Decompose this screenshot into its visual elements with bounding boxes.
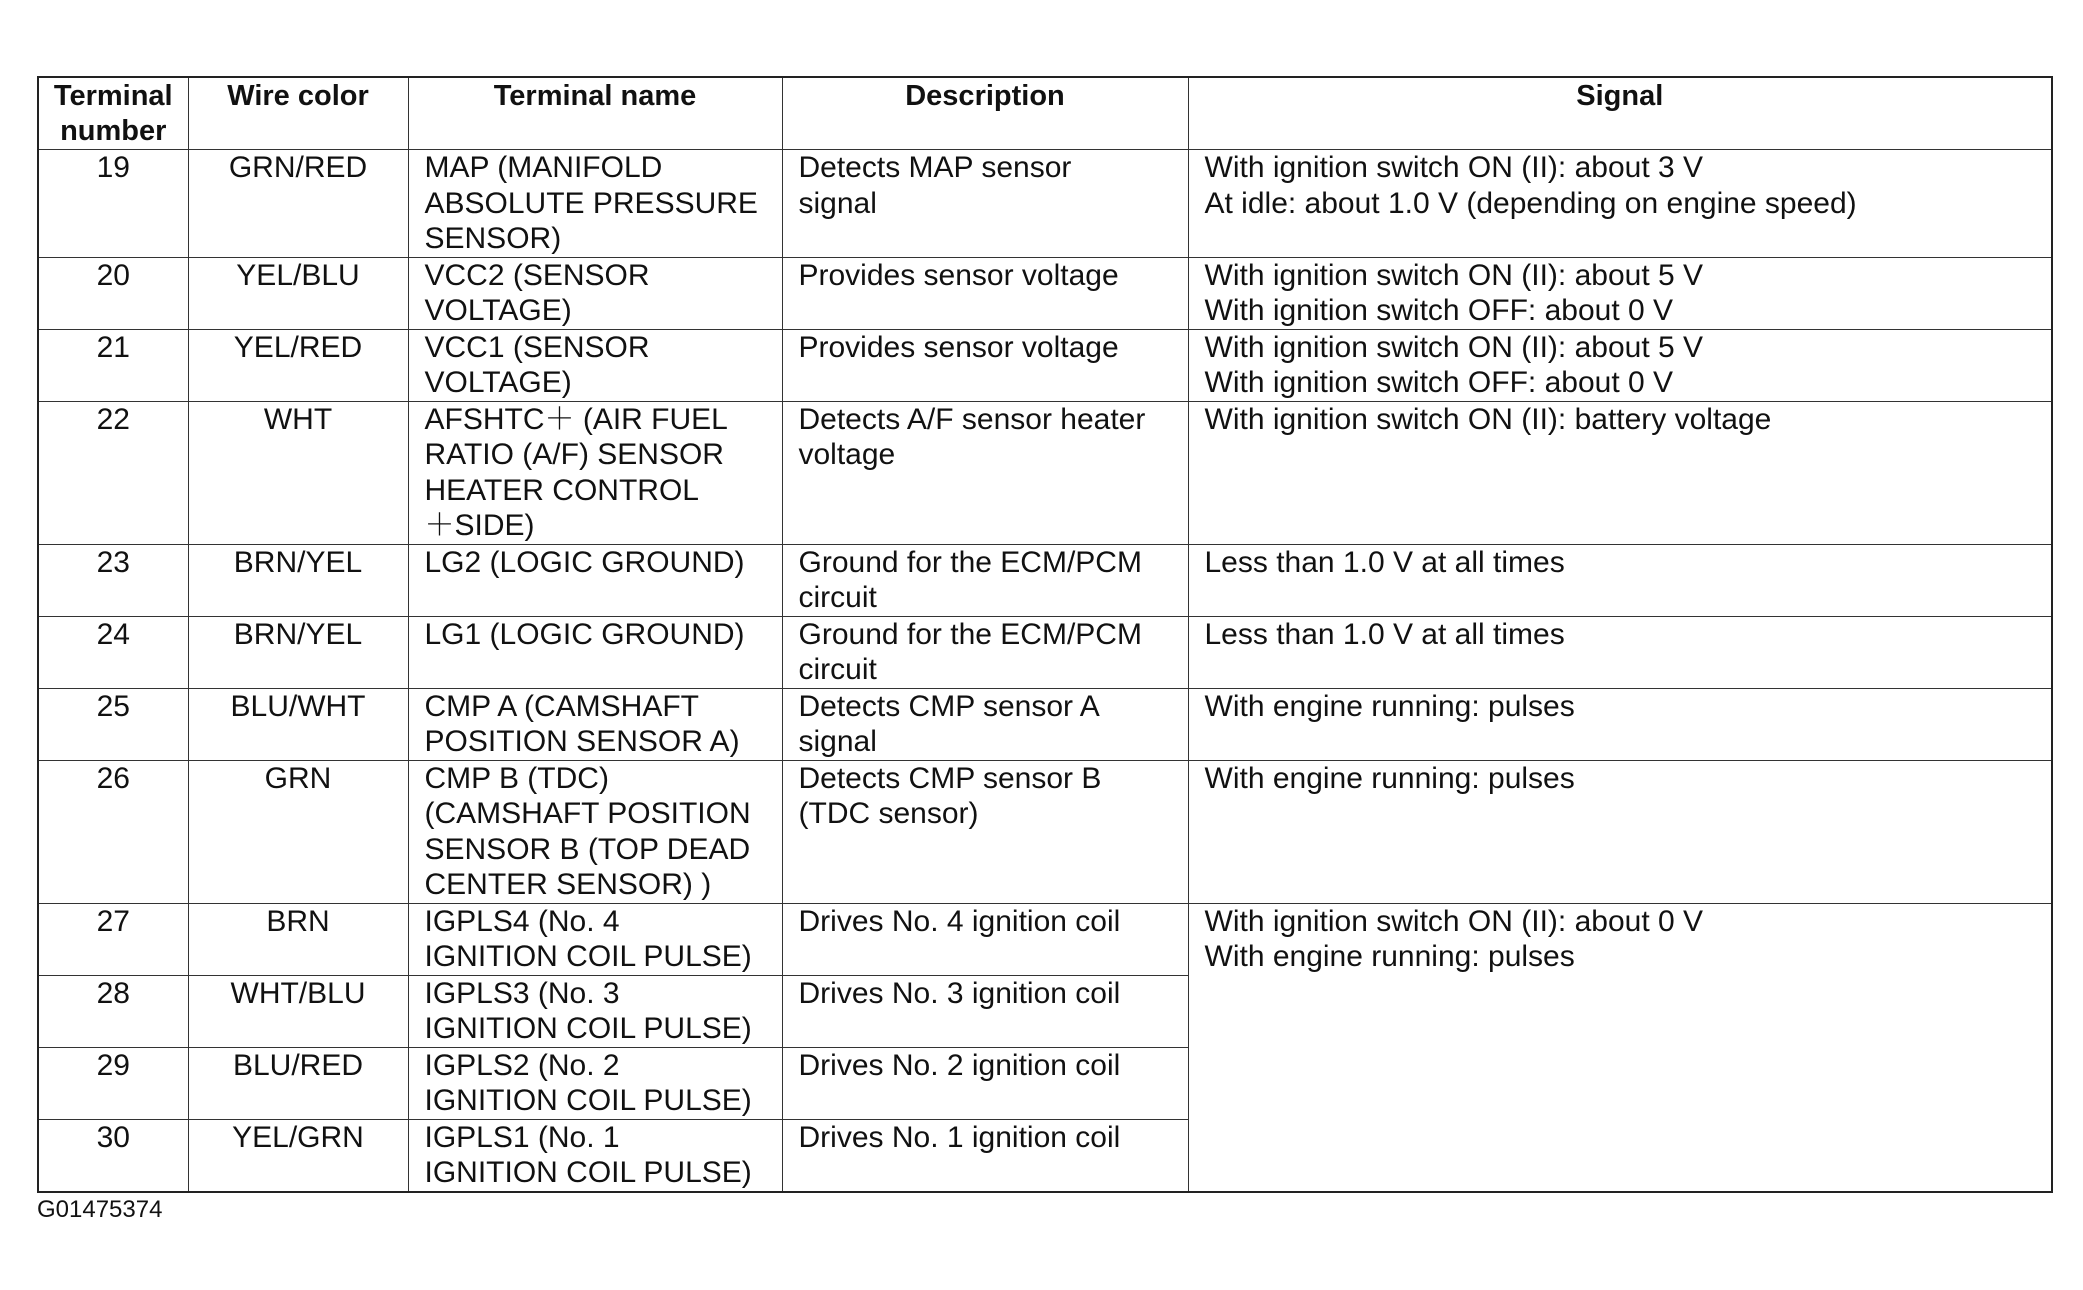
- cell-signal-line: With ignition switch ON (II): battery voltage: [1204, 402, 1772, 436]
- table-row: [38, 401, 2052, 544]
- cell-terminal-name-line: (CAMSHAFT POSITION: [424, 797, 751, 830]
- cell-description-line: Drives No. 3 ignition coil: [798, 976, 1121, 1010]
- cell-description: [782, 616, 1188, 688]
- cell-description-line: Provides sensor voltage: [798, 330, 1119, 364]
- cell-description: [782, 150, 1188, 258]
- cell-description: [782, 329, 1188, 401]
- cell-terminal-name: [408, 150, 782, 258]
- cell-signal: [1188, 257, 2052, 329]
- header-wire-color: Wire color: [188, 77, 408, 150]
- cell-signal-line: With ignition switch OFF: about 0 V: [1204, 294, 1674, 327]
- cell-terminal-number: 22: [38, 401, 188, 544]
- cell-description-line: Drives No. 1 ignition coil: [798, 1120, 1121, 1154]
- cell-terminal-number: 19: [38, 150, 188, 258]
- cell-description-line: circuit: [798, 581, 877, 614]
- cell-description-line: Detects MAP sensor: [798, 151, 1072, 184]
- cell-description-line: Detects CMP sensor B: [798, 761, 1102, 795]
- cell-terminal-name-line: ＋SIDE): [424, 509, 535, 542]
- cell-terminal-number: 25: [38, 688, 188, 760]
- cell-terminal-number: 21: [38, 329, 188, 401]
- cell-terminal-name-line: ABSOLUTE PRESSURE: [424, 186, 758, 220]
- cell-wire-color: YEL/RED: [188, 329, 408, 401]
- cell-terminal-name-line: HEATER CONTROL: [424, 473, 699, 507]
- table-body: [38, 150, 2052, 1192]
- cell-terminal-name-line: RATIO (A/F) SENSOR: [424, 438, 724, 471]
- cell-wire-color: YEL/GRN: [188, 1119, 408, 1192]
- cell-description-line: Ground for the ECM/PCM: [798, 545, 1142, 579]
- table-row: [38, 903, 2052, 975]
- header-description: Description: [782, 77, 1188, 150]
- cell-terminal-name: [408, 688, 782, 760]
- cell-signal: [1188, 616, 2052, 688]
- cell-wire-color: BRN/YEL: [188, 544, 408, 616]
- cell-wire-color: GRN: [188, 760, 408, 903]
- cell-terminal-name: [408, 329, 782, 401]
- cell-terminal-name: [408, 401, 782, 544]
- cell-wire-color: BLU/WHT: [188, 688, 408, 760]
- table-row: [38, 329, 2052, 401]
- cell-description-line: Drives No. 2 ignition coil: [798, 1048, 1121, 1082]
- cell-terminal-name-line: VOLTAGE): [424, 294, 572, 327]
- cell-terminal-name-line: LG1 (LOGIC GROUND): [424, 617, 745, 651]
- table-row: [38, 760, 2052, 903]
- header-row: [38, 77, 2052, 150]
- cell-signal: [1188, 329, 2052, 401]
- cell-terminal-name: [408, 544, 782, 616]
- cell-terminal-name-line: IGNITION COIL PULSE): [424, 1084, 752, 1117]
- cell-description: [782, 1119, 1188, 1192]
- header-terminal-number-line-1: Terminal: [53, 80, 173, 112]
- cell-terminal-number: 28: [38, 975, 188, 1047]
- cell-terminal-name-line: IGPLS1 (No. 1: [424, 1120, 620, 1154]
- header-terminal-name: Terminal name: [408, 77, 782, 150]
- cell-wire-color: WHT/BLU: [188, 975, 408, 1047]
- cell-description: [782, 760, 1188, 903]
- header-terminal-number: [38, 77, 188, 150]
- cell-signal-line: Less than 1.0 V at all times: [1204, 617, 1565, 651]
- cell-terminal-name-line: SENSOR): [424, 222, 562, 255]
- cell-terminal-name-line: VCC2 (SENSOR: [424, 258, 650, 292]
- cell-signal: [1188, 150, 2052, 258]
- cell-wire-color: YEL/BLU: [188, 257, 408, 329]
- table-row: [38, 257, 2052, 329]
- cell-terminal-name-line: POSITION SENSOR A): [424, 725, 740, 758]
- table-row: [38, 150, 2052, 258]
- cell-signal-line: With ignition switch ON (II): about 5 V: [1204, 330, 1704, 364]
- cell-terminal-name: [408, 1119, 782, 1192]
- cell-wire-color: BRN/YEL: [188, 616, 408, 688]
- cell-terminal-name-line: IGNITION COIL PULSE): [424, 1156, 752, 1189]
- cell-description-line: Provides sensor voltage: [798, 258, 1119, 292]
- cell-description: [782, 688, 1188, 760]
- cell-description-line: Ground for the ECM/PCM: [798, 617, 1142, 651]
- cell-wire-color: WHT: [188, 401, 408, 544]
- cell-signal: [1188, 401, 2052, 544]
- cell-terminal-number: 23: [38, 544, 188, 616]
- table-row: [38, 544, 2052, 616]
- cell-terminal-name-line: CMP A (CAMSHAFT: [424, 689, 699, 723]
- cell-description: [782, 401, 1188, 544]
- cell-terminal-name-line: MAP (MANIFOLD: [424, 151, 663, 184]
- cell-description-line: (TDC sensor): [798, 797, 979, 830]
- cell-terminal-name-line: IGNITION COIL PULSE): [424, 940, 752, 973]
- cell-description: [782, 257, 1188, 329]
- cell-terminal-name-line: IGPLS4 (No. 4: [424, 904, 620, 938]
- cell-signal-line: At idle: about 1.0 V (depending on engine speed): [1204, 186, 1857, 220]
- cell-signal-line: With engine running: pulses: [1204, 689, 1575, 723]
- cell-terminal-number: 24: [38, 616, 188, 688]
- cell-wire-color: BRN: [188, 903, 408, 975]
- cell-terminal-name: [408, 975, 782, 1047]
- cell-terminal-number: 30: [38, 1119, 188, 1192]
- cell-description: [782, 975, 1188, 1047]
- cell-terminal-name: [408, 1047, 782, 1119]
- cell-terminal-name-line: CENTER SENSOR) ): [424, 868, 712, 901]
- cell-signal-line: Less than 1.0 V at all times: [1204, 545, 1565, 579]
- cell-terminal-name: [408, 257, 782, 329]
- cell-description-line: voltage: [798, 438, 896, 471]
- cell-signal-line: With ignition switch ON (II): about 3 V: [1204, 151, 1704, 184]
- figure-id: G01475374: [37, 1196, 163, 1223]
- cell-description-line: signal: [798, 725, 877, 758]
- cell-signal-line: With engine running: pulses: [1204, 940, 1575, 973]
- cell-description-line: Drives No. 4 ignition coil: [798, 904, 1121, 938]
- cell-terminal-name: [408, 616, 782, 688]
- cell-description-line: Detects A/F sensor heater: [798, 402, 1146, 436]
- cell-terminal-number: 26: [38, 760, 188, 903]
- cell-terminal-name-line: LG2 (LOGIC GROUND): [424, 545, 745, 579]
- cell-terminal-name-line: CMP B (TDC): [424, 761, 609, 795]
- cell-terminal-number: 29: [38, 1047, 188, 1119]
- cell-terminal-name: [408, 760, 782, 903]
- cell-terminal-name-line: VOLTAGE): [424, 366, 572, 399]
- cell-terminal-number: 20: [38, 257, 188, 329]
- cell-description-line: Detects CMP sensor A: [798, 689, 1100, 723]
- cell-description: [782, 1047, 1188, 1119]
- cell-terminal-name: [408, 903, 782, 975]
- cell-terminal-name-line: IGPLS3 (No. 3: [424, 976, 620, 1010]
- cell-signal-line: With ignition switch ON (II): about 5 V: [1204, 258, 1704, 292]
- cell-signal-line: With engine running: pulses: [1204, 761, 1575, 795]
- cell-signal: [1188, 760, 2052, 903]
- cell-description-line: signal: [798, 186, 877, 220]
- header-terminal-number-line-2: number: [60, 115, 167, 147]
- cell-signal-line: With ignition switch OFF: about 0 V: [1204, 366, 1674, 399]
- header-signal: Signal: [1188, 77, 2052, 150]
- cell-terminal-number: 27: [38, 903, 188, 975]
- cell-signal: [1188, 544, 2052, 616]
- cell-description: [782, 903, 1188, 975]
- cell-wire-color: GRN/RED: [188, 150, 408, 258]
- terminal-table: [37, 76, 2053, 1193]
- table-row: [38, 616, 2052, 688]
- cell-terminal-name-line: IGPLS2 (No. 2: [424, 1048, 620, 1082]
- cell-wire-color: BLU/RED: [188, 1047, 408, 1119]
- cell-signal: [1188, 688, 2052, 760]
- cell-terminal-name-line: SENSOR B (TOP DEAD: [424, 832, 751, 866]
- cell-description: [782, 544, 1188, 616]
- cell-description-line: circuit: [798, 653, 877, 686]
- cell-signal-line: With ignition switch ON (II): about 0 V: [1204, 904, 1704, 938]
- table-row: [38, 688, 2052, 760]
- cell-signal: [1188, 903, 2052, 1192]
- cell-terminal-name-line: AFSHTC＋ (AIR FUEL: [424, 402, 728, 436]
- cell-terminal-name-line: IGNITION COIL PULSE): [424, 1012, 752, 1045]
- cell-terminal-name-line: VCC1 (SENSOR: [424, 330, 650, 364]
